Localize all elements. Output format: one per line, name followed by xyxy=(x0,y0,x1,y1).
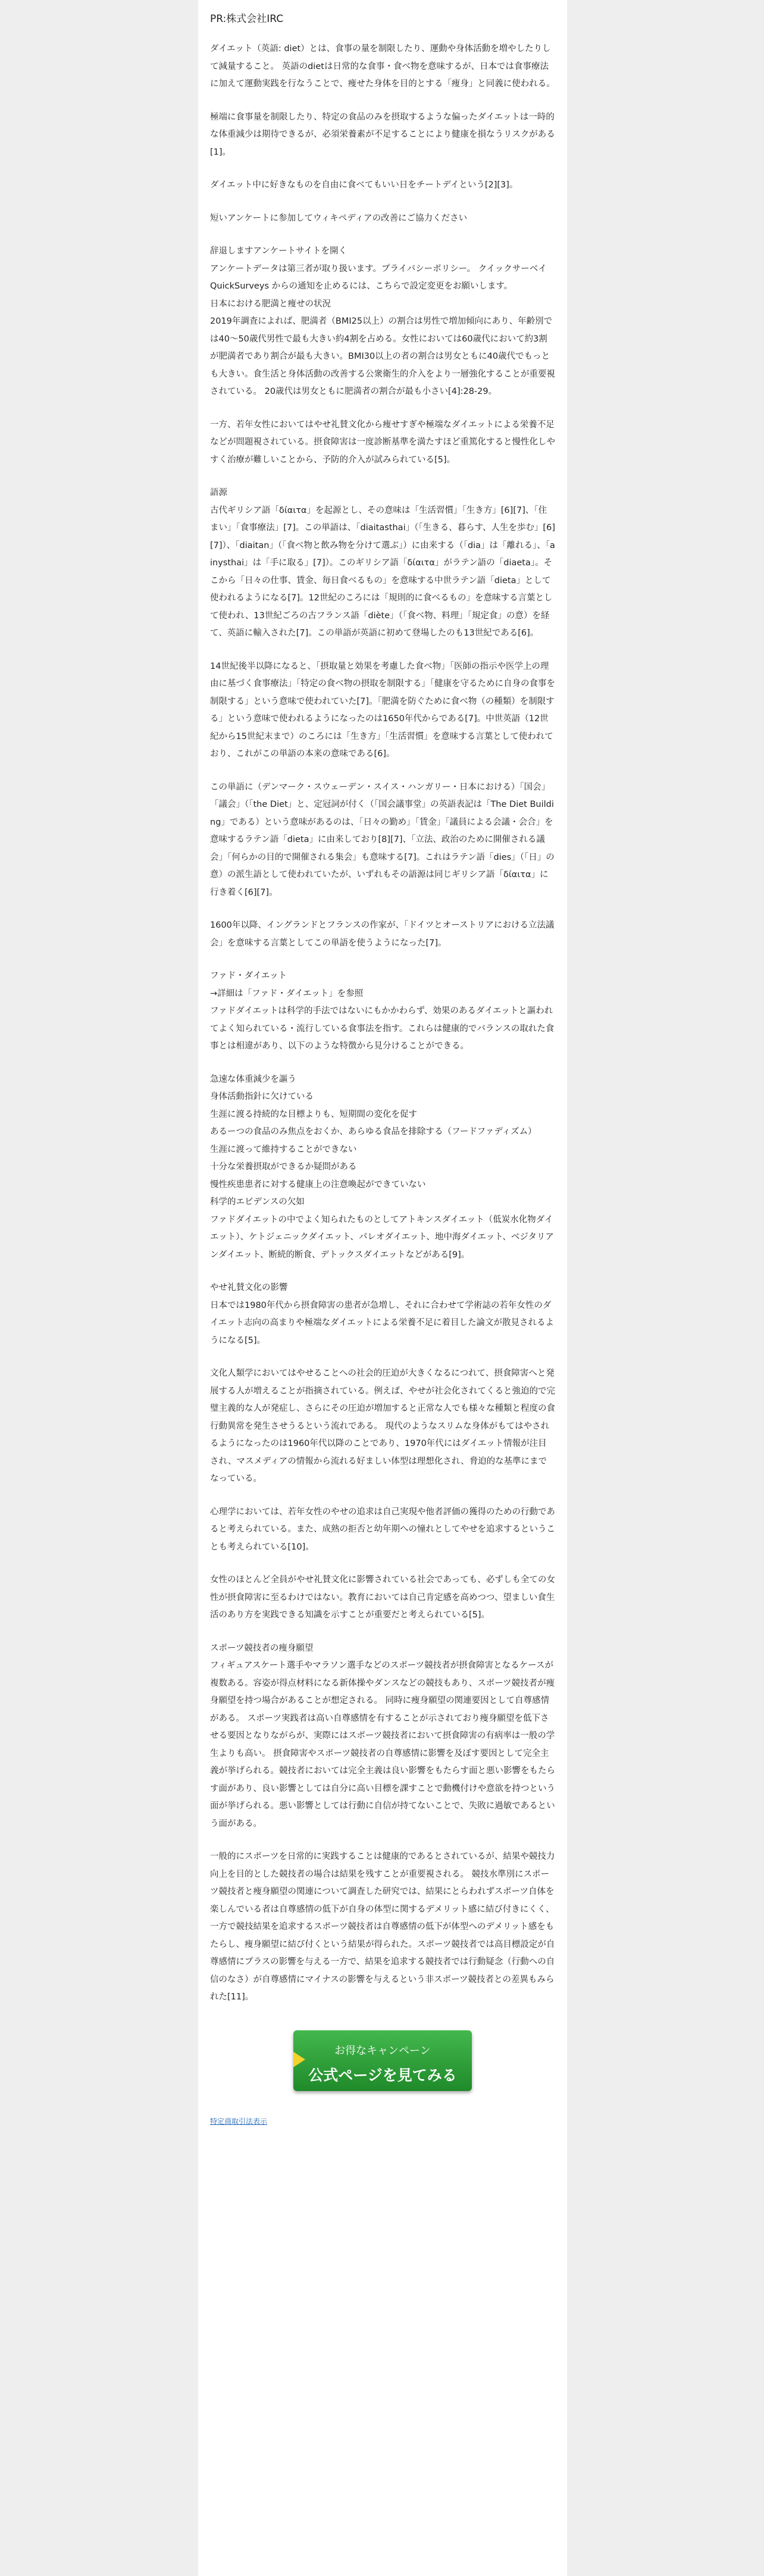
paragraph-line: →詳細は「ファド・ダイエット」を参照 xyxy=(210,988,364,999)
legal-notice-link[interactable]: 特定商取引法表示 xyxy=(210,2117,268,2126)
paragraph-block xyxy=(210,968,555,1056)
paragraph-line: 古代ギリシア語「δίαιτα」を起源とし、その意味は「生活習慣」「生き方」[6][7]、「住まい」「食事療法」[7]。この単語は、「diaitasthai」（「生きる、暮らす、人生を歩む」[6][7]）、「diaitan」（「食べ物と飲み物を分けて選ぶ」）に由来する（「dia」は「離れる」、「ainysthai」は「手に取る」[7]）。このギリシア語「δίαιτα」がラテン語の「diaeta」。そこから「日々の仕事、賃金、毎日食べるもの」を意味する中世ラテン語「dieta」として使われるようになる[7]。12世紀のころには「規則的に食べるもの」を意味する言葉として使われ、13世紀ごろの古フランス語「diète」（「食べ物、料理」「規定食」の意）を経て、英語に輸入された[7]。この単語が英語に初めて登場したのも13世紀である[6]。 xyxy=(210,505,555,638)
paragraph-block xyxy=(210,1279,555,1350)
pr-label: PR:株式会社IRC xyxy=(210,13,284,25)
paragraph-line: 十分な栄養摂取ができるか疑問がある xyxy=(210,1162,357,1172)
paragraph-block xyxy=(210,1640,555,1833)
paragraph-block xyxy=(210,779,555,902)
paragraph-line: フィギュアスケート選手やマラソン選手などのスポーツ競技者が摂食障害となるケースが複数ある。容姿が得点材料になる新体操やダンスなどの競技もあり、スポーツ競技者が痩身願望を持つ場合があることが想定される。 同時に痩身願望の関連要因として自尊感情がある。 スポーツ実践者は高い自尊感情を有することが示されており痩身願望を低下させる要因となりながらが、実際にはスポーツ競技者において摂食障害の有病率は一般の学生よりも高い。 摂食障害やスポーツ競技者の自尊感情に影響を及ぼす要因として完全主義が挙げられる。競技者においては完全主義は良い影響をもたらす面と悪い影響をもたらす面があり、良い影響としては自分に高い目標を課すことで動機付けや意欲を持つという面が挙げられる。悪い影響としては行動に自信が持てないことで、失敗に過敏であるという面がある。 xyxy=(210,1661,555,1829)
paragraph-line: ダイエット（英語: diet）とは、食事の量を制限したり、運動や身体活動を増やしたりして減量すること。 英語のdietは日常的な食事・食べ物を意味するが、日本では食事療法に加えて運動実践を行なうことで、痩せた身体を目的とする「痩身」と同義に使われる。 xyxy=(210,44,555,89)
paragraph-line: 日本では1980年代から摂食障害の患者が急増し、それに合わせて学術誌の若年女性のダイエット志向の高まりや極端なダイエットによる栄養不足に着目した論文が散見されるようになる[5]。 xyxy=(210,1300,554,1345)
paragraph-line: やせ礼賛文化の影響 xyxy=(210,1283,288,1292)
paragraph-line: 心理学においては、若年女性のやせの追求は自己実現や他者評価の獲得のための行動であると考えられている。また、成熟の拒否と幼年期への憧れとしてやせを追求するということも考えられている[10]。 xyxy=(210,1507,555,1552)
paragraph-line: 一方、若年女性においてはやせ礼賛文化から痩せすぎや極端なダイエットによる栄養不足などが問題視されている。摂食障害は一度診断基準を満たすほど重篤化すると慢性化しやすく治療が難しいことから、予防的介入が試みられている[5]。 xyxy=(210,420,555,465)
paragraph-block xyxy=(210,177,555,195)
paragraph-line: 2019年調査によれば、肥満者（BMI25以上）の割合は男性で増加傾向にあり、年齢別では40〜50歳代男性で最も大きい約4割を占める。女性においては60歳代において約3割が肥満者であり割合が最も大きい。BMI30以上の者の割合は男女ともに40歳代でもっとも大きい。食生活と身体活動の改善する公衆衛生的介入をより一層強化することが重要視されている。 20歳代は男女ともに肥満者の割合が最も小さい[4]:28-29。 xyxy=(210,317,555,396)
paragraph-block xyxy=(210,243,555,401)
paragraph-line: この単語に（デンマーク・スウェーデン・スイス・ハンガリー・日本における）「国会」「議会」（「the Diet」と、定冠詞が付く（「国会議事堂」の英語表記は「The Diet Building」である）という意味があるのは、「日々の勤め」「賃金」「議員による会議・会合」を意味するラテン語「dieta」に由来しており[8][7]、「立法、政治のために開催される議会」「何らかの目的で開催される集会」も意味する[7]。これはラテン語「dies」（「日」の意）の派生語として使われていたが、いずれもその語源は同じギリシア語「δίαιτα」に行き着く[6][7]。 xyxy=(210,782,555,897)
paragraph-line: 極端に食事量を制限したり、特定の食品のみを摂取するような偏ったダイエットは一時的な体重減少は期待できるが、必須栄養素が不足することにより健康を損なうリスクがある[1]。 xyxy=(210,112,555,157)
cta-big-label: 公式ページを見てみる xyxy=(308,2066,457,2084)
paragraph-line: 文化人類学においてはやせることへの社会的圧迫が大きくなるにつれて、摂食障害へと発展する人が増えることが指摘されている。例えば、やせが社会化されてくると強迫的で完璧主義的な人が発症し、さらにその圧迫が増加すると正常な人でも様々な種類と程度の食行動異常を発生させうるという流れである。 現代のようなスリムな身体がもてはやされるようになったのは1960年代以降のことであり、1970年代にはダイエット情報が注目され、マスメディアの情報から流れる好ましい体型は理想化され、脅迫的な基準にまでなっている。 xyxy=(210,1369,555,1483)
paragraph-line: ファドダイエットの中でよく知られたものとしてアトキンスダイエット（低炭水化物ダイエット）、ケトジェニックダイエット、パレオダイエット、地中海ダイエット、ベジタリアンダイエット、断続的断食、デトックスダイエットなどがある[9]。 xyxy=(210,1215,554,1260)
paragraph-line: 女性のほとんど全員がやせ礼賛文化に影響されている社会であっても、必ずしも全ての女性が摂食障害に至るわけではない。教育においては自己肯定感を高めつつ、望ましい食生活のあり方を実践できる知識を示すことが重要だと考えられている[5]。 xyxy=(210,1575,555,1620)
cta-area xyxy=(210,2030,555,2091)
cta-small-label: お得なキャンペーン xyxy=(334,2044,431,2057)
paragraph-line: 生涯に渡って維持することができない xyxy=(210,1144,357,1154)
paragraph-line: あるーつの食品のみ焦点をおくか、あらゆる食品を排除する（フードファディズム） xyxy=(210,1127,537,1137)
paragraph-line: 辞退しますアンケートサイトを開く xyxy=(210,246,347,256)
paragraph-line: 科学的エビデンスの欠如 xyxy=(210,1197,305,1207)
paragraph-line: アンケートデータは第三者が取り扱います。プライバシーポリシー。 クイックサーベイ QuickSurveys からの通知を止めるには、こちらで設定変更をお願いします。 xyxy=(210,264,547,291)
official-page-button[interactable] xyxy=(293,2030,472,2091)
paragraph-block xyxy=(210,210,555,228)
paragraph-block xyxy=(210,1365,555,1488)
paragraph-block xyxy=(210,1504,555,1557)
paragraph-line: スポーツ競技者の痩身願望 xyxy=(210,1643,314,1653)
paragraph-line: 一般的にスポーツを日常的に実践することは健康的であるとされているが、結果や競技力向上を目的とした競技者の場合は結果を残すことが重要視される。 競技水準別にスポーツ競技者と痩身願望の関連について調査した研究では、結果にとらわれずスポーツ自体を楽しんでいる者は自尊感情の低下が自身の体型に関するデメリット感に結び付きにくく、一方で競技結果を追求するスポーツ競技者は自尊感情の低下が体型へのデメリット感をもたらし、痩身願望に結び付くという結果が得られた。スポーツ競技者では高目標設定が自尊感情にプラスの影響を与える一方で、結果を追求する競技者では行動疑念（行動への自信のなさ）が自尊感情にマイナスの影響を与えるという非スポーツ競技者との差異もみられた[11]。 xyxy=(210,1852,555,2002)
paragraph-line: ファド・ダイエット xyxy=(210,971,287,981)
paragraph-line: 慢性疾患患者に対する健康上の注意喚起ができていない xyxy=(210,1179,426,1190)
paragraph-line: 1600年以降、イングランドとフランスの作家が、「ドイツとオーストリアにおける立法議会」を意味する言葉としてこの単語を使うようになった[7]。 xyxy=(210,921,555,948)
paragraph-block xyxy=(210,1071,555,1264)
paragraph-line: 14世紀後半以降になると、「摂取量と効果を考慮した食べ物」「医師の指示や医学上の理由に基づく食事療法」「特定の食べ物の摂取を制限する」「健康を守るために自身の食事を制限する」という意味で使われていた[7]。「肥満を防ぐために食べ物（の種類）を制限する」という意味で使われるようになったのは1650年代からである[7]。中世英語（12世紀から15世紀末まで）のころには「生き方」「生活習慣」を意味する言葉として使われており、これがこの単語の本来の意味である[6]。 xyxy=(210,661,555,759)
paragraph-block xyxy=(210,1848,555,2007)
paragraph-block xyxy=(210,109,555,162)
paragraph-block xyxy=(210,40,555,93)
paragraph-line: 生涯に渡る持続的な目標よりも、短期間の変化を促す xyxy=(210,1109,417,1119)
paragraph-block xyxy=(210,417,555,469)
paragraph-line: 日本における肥満と痩せの状況 xyxy=(210,299,331,309)
paragraph-line: ダイエット中に好きなものを自由に食べてもいい日をチートデイという[2][3]。 xyxy=(210,180,518,190)
paragraph-line: 語源 xyxy=(210,488,227,497)
article-body xyxy=(210,40,555,2007)
paragraph-block xyxy=(210,484,555,643)
paragraph-line: 急速な体重減少を謳う xyxy=(210,1074,296,1084)
paragraph-block xyxy=(210,917,555,952)
article-column xyxy=(198,0,567,2576)
paragraph-line: 身体活動指針に欠けている xyxy=(210,1092,314,1101)
arrow-icon xyxy=(293,2052,305,2067)
paragraph-line: ファドダイエットは科学的手法ではないにもかかわらず、効果のあるダイエットと謳われてよく知られている・流行している食事法を指す。これらは健康的でバランスの取れた食事とは相違があり、以下のような特徴から見分けることができる。 xyxy=(210,1006,555,1051)
paragraph-line: 短いアンケートに参加してウィキペディアの改善にご協力ください xyxy=(210,213,468,223)
paragraph-block xyxy=(210,658,555,763)
paragraph-block xyxy=(210,1572,555,1625)
